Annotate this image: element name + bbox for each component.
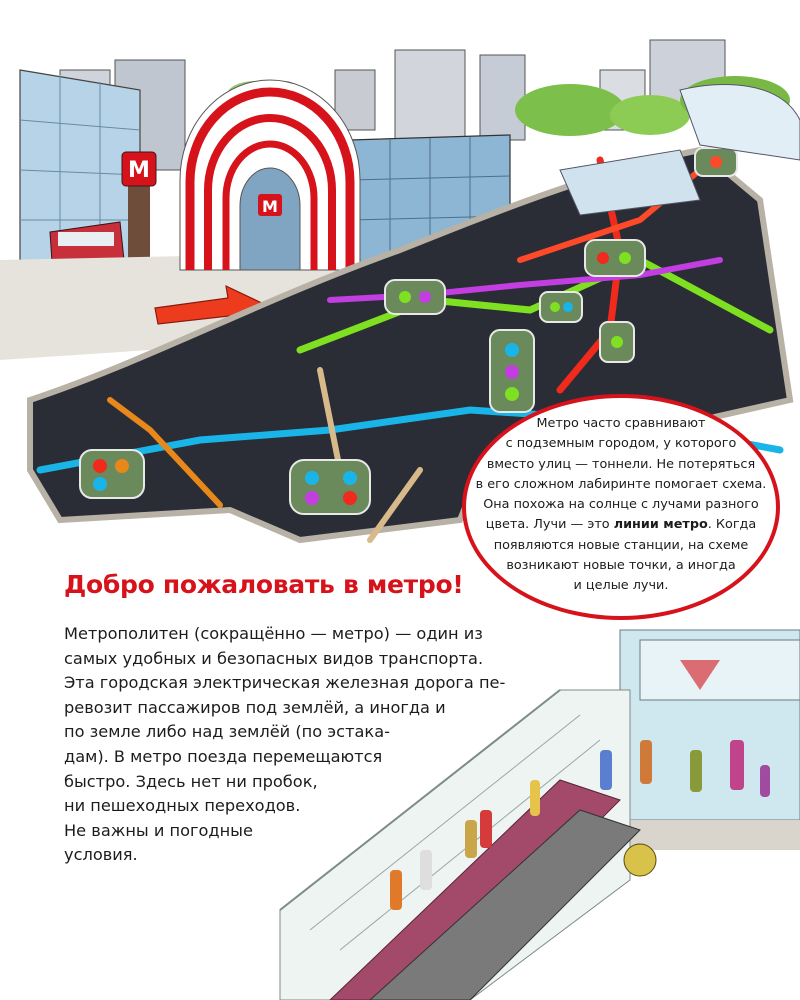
- station-node: [490, 330, 534, 412]
- paragraph-line: быстро. Здесь нет ни пробок,: [64, 771, 318, 791]
- bubble-line: и целые лучи.: [573, 578, 669, 594]
- paragraph-line: по земле либо над землёй (по эстака-: [64, 722, 390, 742]
- station-node: [290, 460, 370, 514]
- bubble-line: [470, 515, 772, 535]
- paragraph-line: Не важны и погодные: [64, 820, 253, 840]
- paragraph-line: ни пешеходных переходов.: [64, 796, 301, 816]
- bubble-line: в его сложном лабиринте помогает схема.: [475, 476, 767, 492]
- paragraph-line: условия.: [64, 845, 138, 865]
- metro-logo-sign: М: [128, 158, 150, 183]
- bubble-line: Она похожа на солнце с лучами разного: [483, 497, 759, 513]
- bubble-line: возникают новые точки, а иногда: [506, 558, 736, 574]
- bubble-line: появляются новые станции, на схеме: [493, 537, 749, 553]
- bubble-line: Метро часто сравнивают: [536, 416, 706, 431]
- station-node: [385, 280, 445, 314]
- paragraph-line: дам). В метро поезда перемещаются: [64, 746, 383, 766]
- station-node: [540, 292, 582, 322]
- metro-logo-pavilion: М: [262, 197, 278, 216]
- station-node: [585, 240, 645, 276]
- paragraph-line: Метрополитен (сокращённо — метро) — один из: [64, 624, 483, 643]
- bubble-text-fragment: цвета. Лучи — это: [485, 517, 614, 533]
- station-node: [80, 450, 144, 498]
- station-node: [695, 148, 737, 176]
- metro-lines-term: линии метро: [613, 517, 708, 533]
- bubble-line: с подземным городом, у которого: [505, 436, 737, 452]
- page-title: Добро пожаловать в метро!: [64, 570, 464, 599]
- bubble-text-fragment: . Когда: [707, 517, 757, 533]
- paragraph-line: Эта городская электрическая железная дорога пе-: [64, 673, 506, 693]
- bubble-line: вместо улиц — тоннели. Не потеряться: [486, 456, 756, 472]
- info-bubble-text: [470, 414, 772, 597]
- paragraph-line: самых удобных и безопасных видов транспорта.: [64, 648, 484, 668]
- station-node: [600, 322, 634, 362]
- intro-paragraph: [64, 622, 505, 868]
- paragraph-line: ревозит пассажиров под землёй, а иногда и: [64, 697, 446, 717]
